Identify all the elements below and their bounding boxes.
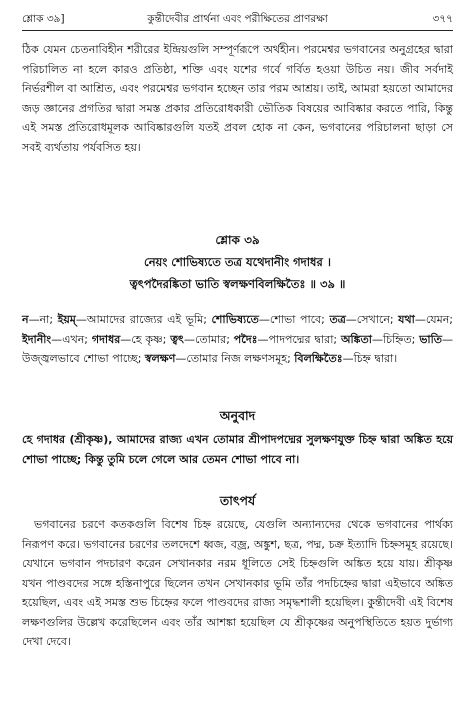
translation-paragraph: হে গদাধর (শ্রীকৃষ্ণ), আমাদের রাজ্য এখন তোমার শ্রীপাদপদ্মের সুলক্ষণযুক্ত চিহ্ন দ্বারা অঙ্কিত হয়ে শোভা পাচ্ছে; কিন্তু তুমি চলে গেলে আর তেমন শোভা পাবে না।: [22, 433, 453, 466]
purport-paragraph: ভগবানের চরণে কতকগুলি বিশেষ চিহ্ন রয়েছে, যেগুলি অন্যান্যদের থেকে ভগবানের পার্থক্য নিরূপণ করে। ভগবানের চরণের তলদেশে ধ্বজ, বজ্র, অঙ্কুশ, ছত্র, পদ্ম, চক্র ইত্যাদি চিহ্নসমূহ রয়েছে। যেখানে ভগবান পদচারণ করেন সেখানকার নরম ধূলিতে সেই চিহ্নগুলি অঙ্কিত হয়ে যায়। শ্রীকৃষ্ণ যখন পাণ্ডবদের সঙ্গে হস্তিনাপুরে ছিলেন তখন সেখানকার ভূমি তাঁর পদচিহ্নের দ্বারা এইভাবে অঙ্কিত হয়েছিল, এবং এই সমস্ত শুভ চিহ্নের ফলে পাণ্ডবদের রাজ্য সমৃদ্ধশালী হয়েছিল। কুন্তীদেবী এই বিশেষ লক্ষণগুলির উল্লেখ করেছিলেন এবং তাঁর আশঙ্কা হয়েছিল যে শ্রীকৃষ্ণের অনুপস্থিতিতে হয়ত দুর্ভাগ্য দেখা দেবে।: [22, 518, 453, 648]
synonym-meaning: পাদপদ্মের দ্বারা;: [268, 332, 338, 346]
header-verse-ref: শ্লোক ৩৯]: [22, 13, 65, 25]
synonym-meaning: হে কৃষ্ণ;: [131, 332, 167, 346]
synonym-word: ত্বৎ: [170, 332, 184, 346]
synonym-word: ইয়ম্: [57, 313, 76, 326]
synonym-word: ভাতি: [419, 332, 443, 346]
synonym-word: স্বলক্ষণ: [144, 352, 176, 365]
synonym-word: তত্র: [329, 313, 346, 326]
synonym-word: ন: [22, 313, 29, 326]
synonym-word: ইদানীং: [22, 332, 52, 346]
intro-paragraph: ঠিক যেমন চেতনাবিহীন শরীরের ইন্দ্রিয়গুলি সম্পূর্ণরূপে অর্থহীন। পরমেশ্বর ভগবানের অনুগ্রহের দ্বারা পরিচালিত না হলে কারও প্রতিষ্ঠা, শক্তি এবং যশের গর্বে গর্বিত হওয়া উচিত নয়। জীব সর্বদাই নির্ভরশীল বা আশ্রিত, এবং পরমেশ্বর ভগবান হচ্ছেন তার পরম আশ্রয়। তাই, আমরা হয়তো আমাদের জড় জ্ঞানের প্রগতির দ্বারা সমস্ত প্রকার প্রতিরোধকারী ভৌতিক বিষয়ের আবিষ্কার করতে পারি, কিন্তু এই সমস্ত প্রতিরোধমূলক আবিষ্কারগুলি যতই প্রবল হোক না কেন, ভগবানের পরিচালনা ছাড়া সে সবই ব্যর্থতায় পর্যবসিত হয়।: [22, 43, 453, 154]
synonym-word: অঙ্কিতা: [340, 332, 372, 346]
synonym-word: গদাধর: [91, 332, 121, 346]
page-number: ৩৭৭: [432, 13, 453, 25]
synonyms-paragraph: ন—না; ইয়ম্—আমাদের রাজ্যের এই ভূমি; শোভিষ্যতে—শোভা পাবে; তত্র—সেখানে; যথা—যেমন; ইদানীং—এখন; গদাধর—হে কৃষ্ণ; ত্বৎ—তোমার; পদৈঃ—পাদপদ্মের দ্বারা; অঙ্কিতা—চিহ্নিত; ভাতি—উজ্জ্বলভাবে শোভা পাচ্ছে; স্বলক্ষণ—তোমার নিজ লক্ষণসমূহ; বিলক্ষিতৈঃ—চিহ্ন দ্বারা।: [22, 313, 454, 365]
verse-line-2: ত্বৎপদৈরঙ্কিতা ভাতি স্বলক্ষণবিলক্ষিতৈঃ ॥ ৩৯ ॥: [129, 277, 346, 291]
running-header: [22, 10, 453, 28]
translation-heading: অনুবাদ: [219, 408, 256, 423]
synonym-meaning: শোভা পাবে;: [269, 313, 325, 326]
synonym-meaning: এখন;: [62, 332, 89, 346]
header-chapter-title: কুন্তীদেবীর প্রার্থনা এবং পরীক্ষিতের প্রাণরক্ষা: [147, 13, 328, 25]
synonym-meaning: তোমার নিজ লক্ষণসমূহ;: [186, 352, 291, 365]
synonym-meaning: আমাদের রাজ্যের এই ভূমি;: [86, 313, 207, 326]
synonym-meaning: না;: [39, 313, 54, 326]
synonym-meaning: যেমন;: [425, 313, 454, 326]
synonym-word: শোভিষ্যতে: [211, 313, 259, 326]
synonym-meaning: সেখানে;: [356, 313, 394, 326]
synonym-meaning: চিহ্ন দ্বারা।: [353, 352, 398, 365]
synonym-meaning: উজ্জ্বলভাবে শোভা পাচ্ছে;: [22, 352, 142, 365]
synonym-word: বিলক্ষিতৈঃ: [294, 352, 343, 365]
verse-line-1: নেয়ং শোভিষ্যতে তত্র যথেদানীং গদাধর ।: [144, 255, 331, 269]
header-rule: [22, 30, 453, 31]
synonym-meaning: তোমার;: [194, 332, 230, 346]
synonym-word: যথা: [398, 313, 415, 326]
purport-heading: তাৎপর্য: [219, 493, 256, 508]
verse-title: শ্লোক ৩৯: [215, 233, 260, 247]
synonym-meaning: চিহ্নিত;: [382, 332, 416, 346]
synonym-word: পদৈঃ: [233, 332, 258, 346]
